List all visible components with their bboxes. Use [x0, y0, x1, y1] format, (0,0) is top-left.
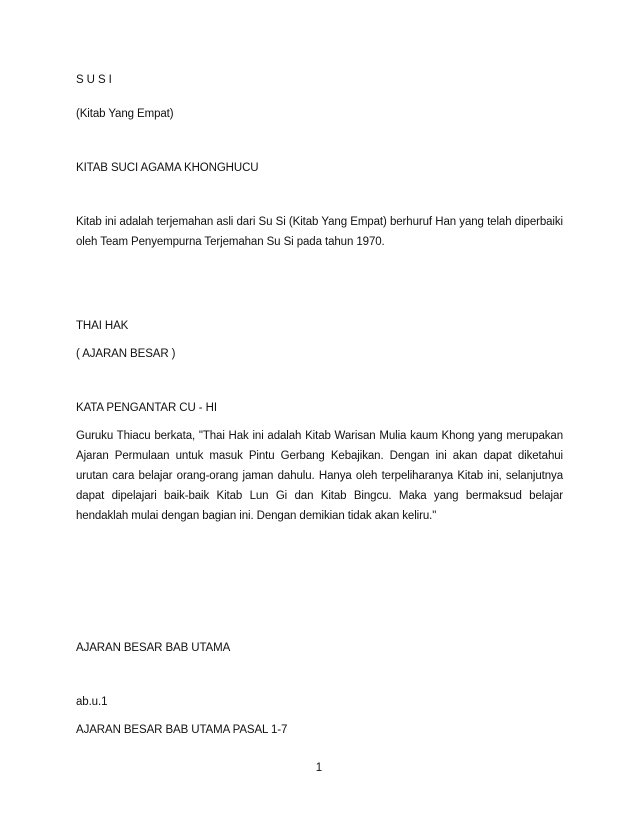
intro-paragraph: Kitab ini adalah terjemahan asli dari Su Si (Kitab Yang Empat) berhuruf Han yang telah diperbaiki oleh Team Penyempurna Terjemahan Su Si pada tahun 1970.	[76, 216, 563, 248]
section-subtitle: ( AJARAN BESAR )	[76, 348, 176, 360]
page-number: 1	[315, 762, 323, 774]
document-title: S U S I	[76, 74, 112, 86]
document-subtitle: (Kitab Yang Empat)	[76, 108, 174, 120]
chapter-heading: AJARAN BESAR BAB UTAMA	[76, 642, 231, 654]
chapter-code: ab.u.1	[76, 696, 108, 708]
section-title: THAI HAK	[76, 320, 129, 332]
main-heading: KITAB SUCI AGAMA KHONGHUCU	[76, 162, 259, 174]
preface-paragraph: Guruku Thiacu berkata, "Thai Hak ini adalah Kitab Warisan Mulia kaum Khong yang merupakan Ajaran Permulaan untuk masuk Pintu Gerbang Kebajikan. Dengan ini akan dapat diketahui urutan cara belajar orang-orang jaman dahulu. Hanya oleh terpeliharanya Kitab ini, selanjutnya dapat dipelajari baik-baik Kitab Lun Gi dan Kitab Bingcu. Maka yang bermaksud belajar hendaklah mulai dengan bagian ini. Dengan demikian tidak akan keliru."	[76, 430, 563, 522]
preface-heading: KATA PENGANTAR CU - HI	[76, 402, 217, 414]
chapter-subheading: AJARAN BESAR BAB UTAMA PASAL 1-7	[76, 724, 288, 736]
